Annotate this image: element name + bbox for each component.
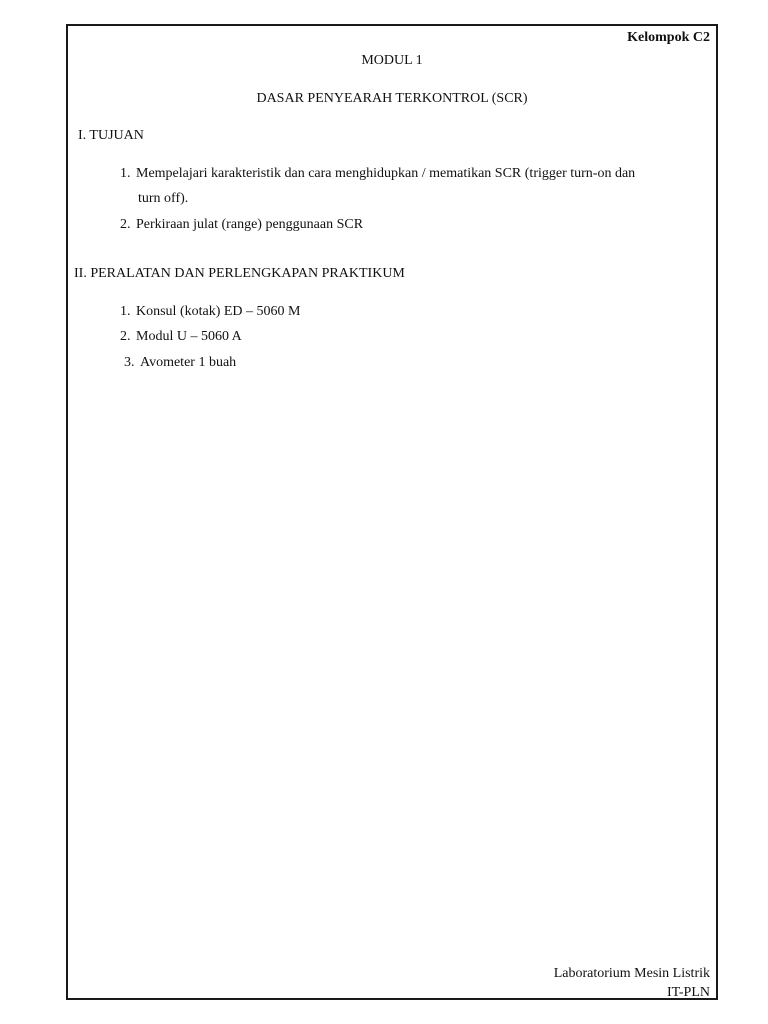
list-item-number: 1. [120,166,131,181]
list-item-number: 3. [124,355,135,370]
list-item-text: Mempelajari karakteristik dan cara menghidupkan / mematikan SCR (trigger turn-on dan [136,166,636,181]
list-item-text: Modul U – 5060 A [136,329,242,344]
section-heading-peralatan: II. PERALATAN DAN PERLENGKAPAN PRAKTIKUM [74,266,405,281]
module-title: MODUL 1 [361,53,423,68]
list-item-text: Konsul (kotak) ED – 5060 M [136,304,301,319]
page-frame [66,24,718,1000]
section-heading-tujuan: I. TUJUAN [78,128,144,143]
list-item-text: Avometer 1 buah [140,355,237,370]
footer-lab-name: Laboratorium Mesin Listrik [553,966,710,981]
list-item-text-continuation: turn off). [138,191,189,206]
list-item-number: 2. [120,329,131,344]
list-item-text: Perkiraan julat (range) penggunaan SCR [136,217,364,232]
footer-institution: IT-PLN [666,985,710,1000]
list-item-number: 1. [120,304,131,319]
document-title: DASAR PENYEARAH TERKONTROL (SCR) [256,91,528,106]
list-item-number: 2. [120,217,131,232]
group-label: Kelompok C2 [627,30,710,45]
